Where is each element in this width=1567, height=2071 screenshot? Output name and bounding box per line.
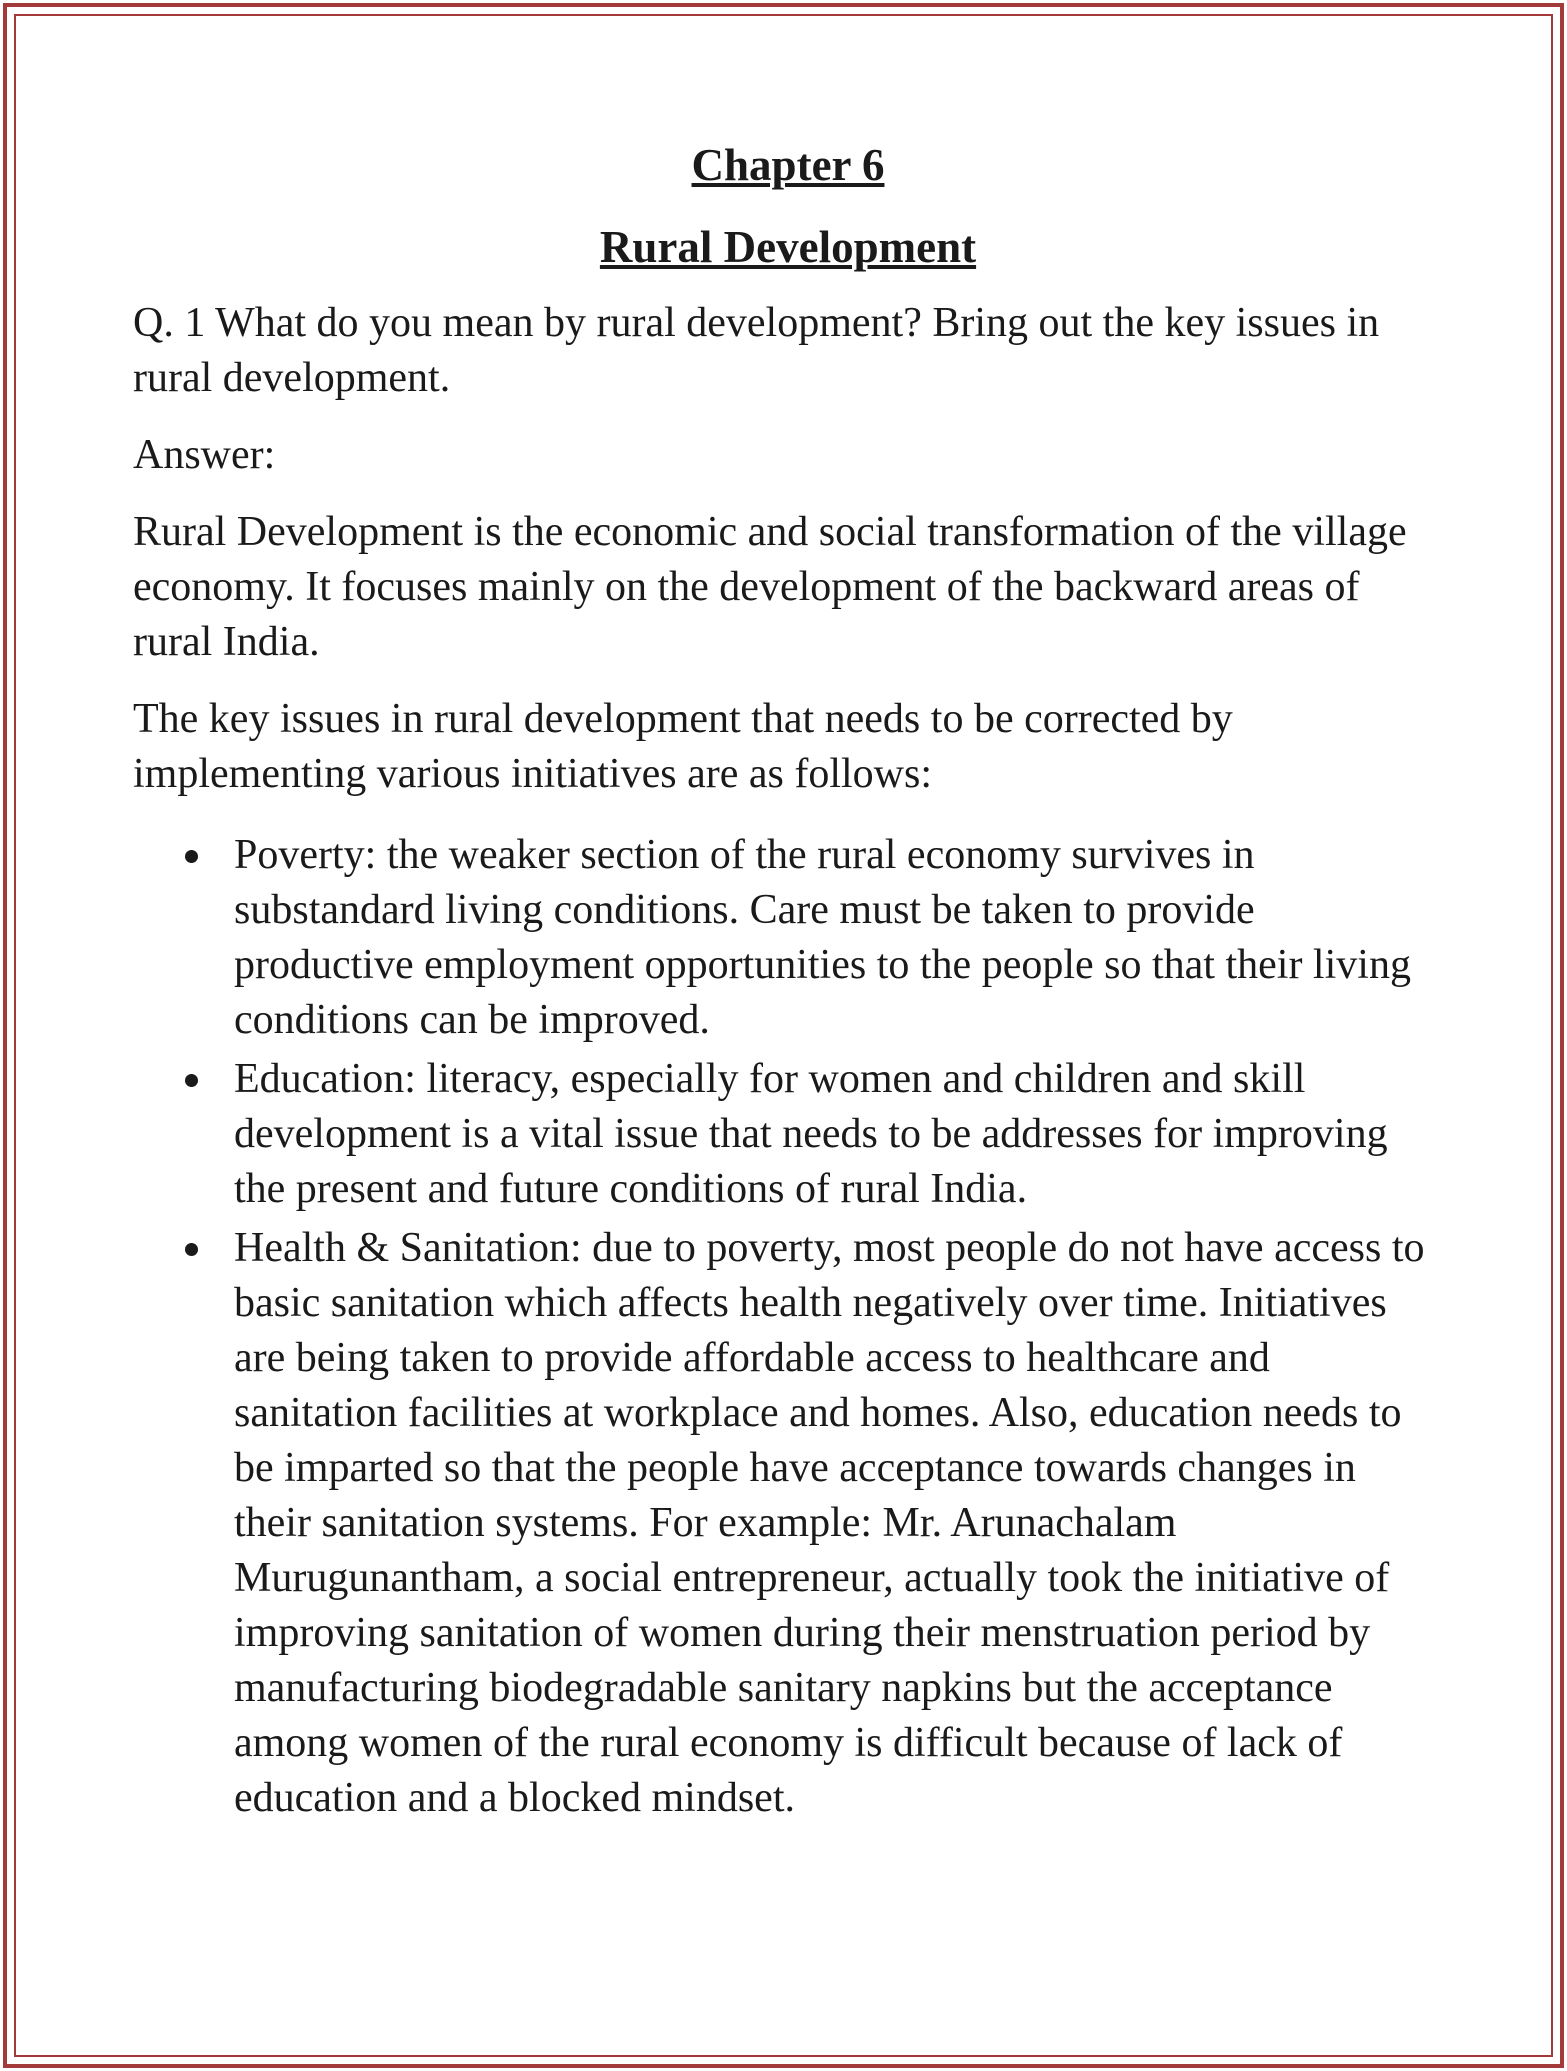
chapter-heading: Chapter 6 <box>691 140 885 190</box>
list-item <box>133 828 1443 1048</box>
answer-paragraph-2: The key issues in rural development that needs to be corrected by implementing various initiatives are as follows: <box>133 696 1233 797</box>
bullet-icon <box>185 1074 198 1087</box>
bullet-icon <box>185 850 198 863</box>
chapter-title: Rural Development <box>599 222 977 272</box>
answer-paragraph-1: Rural Development is the economic and social transformation of the village economy. It focuses mainly on the development of the backward areas of rural India. <box>133 509 1407 665</box>
list-item-text: Education: literacy, especially for women and children and skill development is a vital issue that needs to be addresses for improving the present and future conditions of rural India. <box>234 1056 1388 1212</box>
list-item <box>133 1221 1443 1826</box>
bullet-icon <box>185 1243 198 1256</box>
question-text: Q. 1 What do you mean by rural development? Bring out the key issues in rural development. <box>133 300 1380 401</box>
list-item-text: Poverty: the weaker section of the rural economy survives in substandard living conditions. Care must be taken to provide productive employment opportunities to the people so that their living conditions can be improved. <box>234 832 1411 1043</box>
document-body <box>133 130 1443 1830</box>
answer-label: Answer: <box>133 432 276 478</box>
list-item <box>133 1052 1443 1217</box>
list-item-text: Health & Sanitation: due to poverty, most people do not have access to basic sanitation which affects health negatively over time. Initiatives are being taken to provide affordable access to healthcare and sanitation facilities at workplace and homes. Also, education needs to be imparted so that the people have acceptance towards changes in their sanitation systems. For example: Mr. Arunachalam Murugunantham, a social entrepreneur, actually took the initiative of improving sanitation of women during their menstruation period by manufacturing biodegradable sanitary napkins but the acceptance among women of the rural economy is difficult because of lack of education and a blocked mindset. <box>234 1225 1425 1821</box>
key-issues-list <box>133 828 1443 1826</box>
